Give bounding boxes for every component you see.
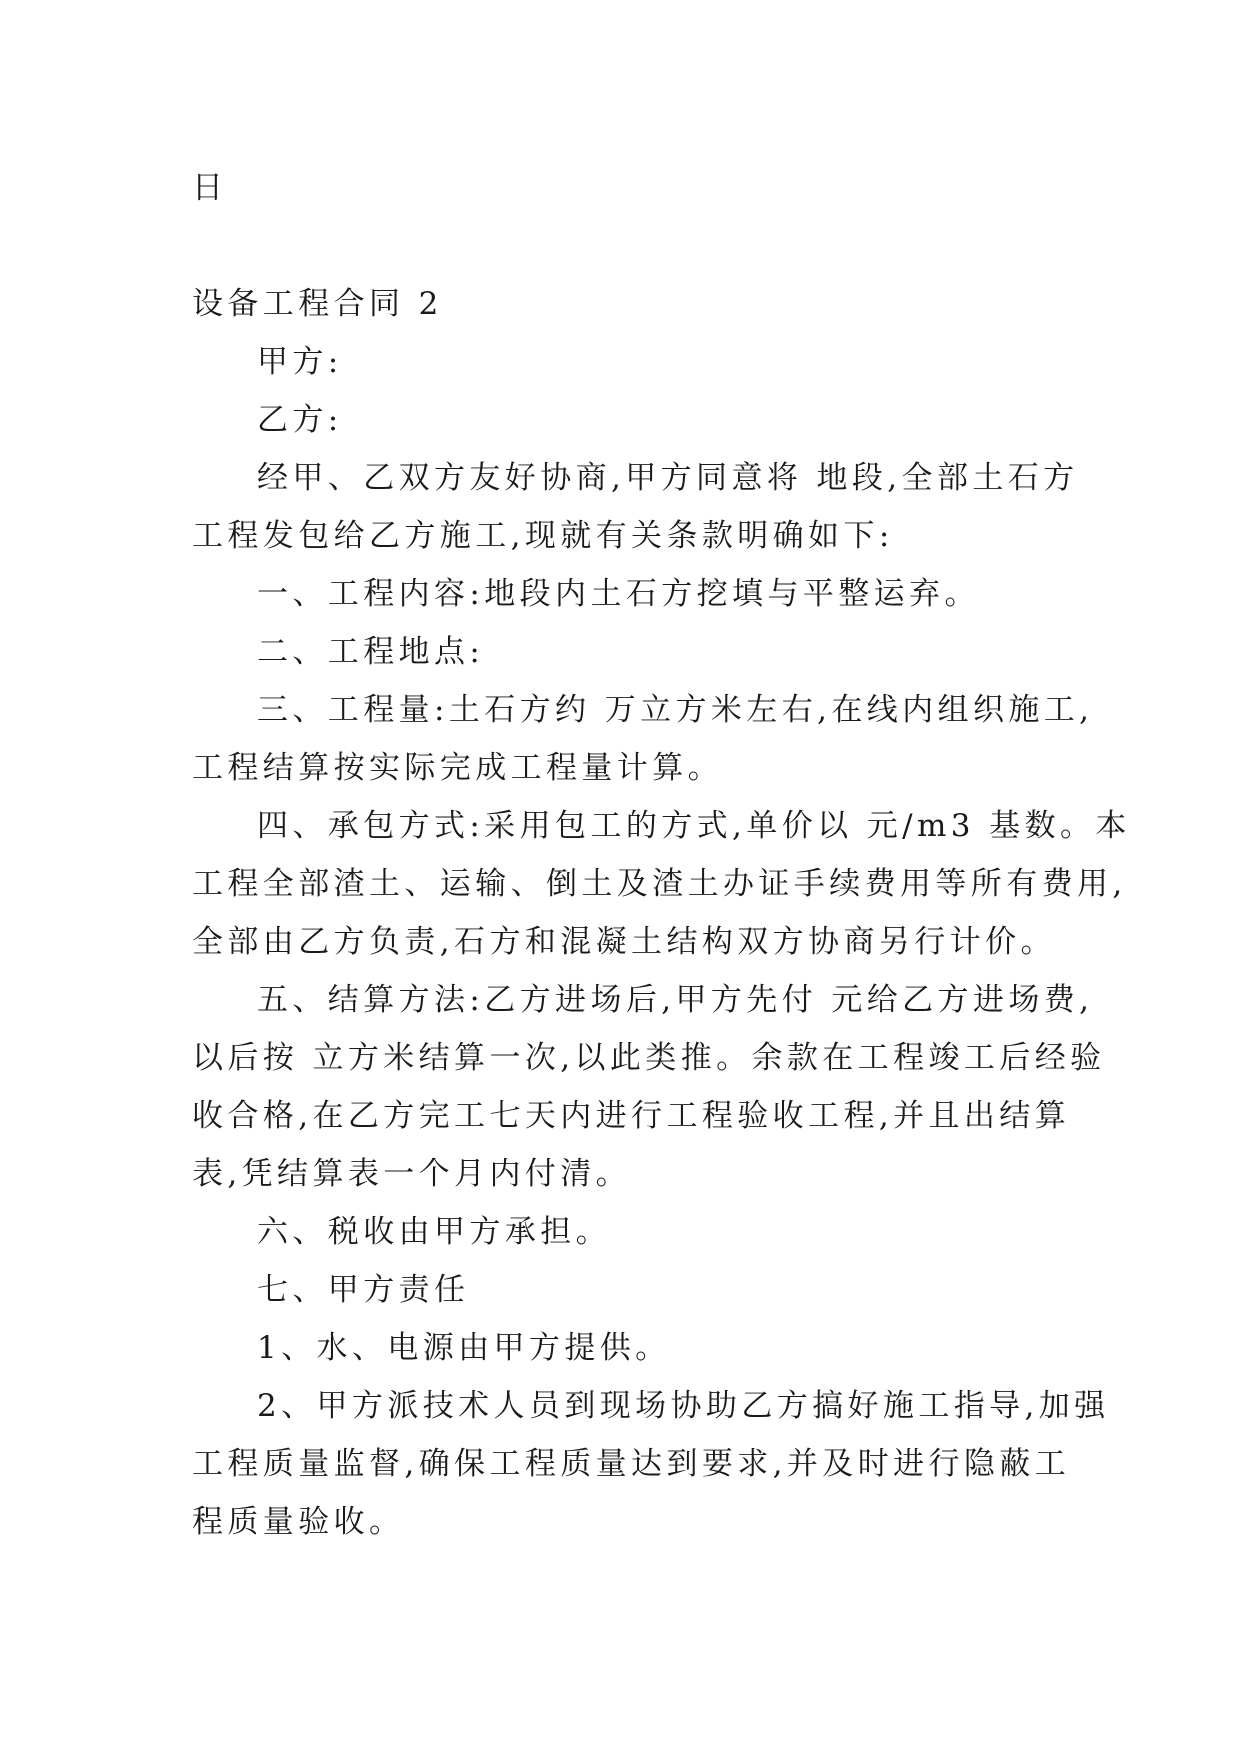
- clause-3-line-2: 工程结算按实际完成工程量计算。: [192, 750, 723, 786]
- clause-2-line: 二、工程地点:: [257, 634, 485, 670]
- clause-1-line: 一、工程内容:地段内土石方挖填与平整运弃。: [257, 576, 980, 612]
- clause-3-line-1: 三、工程量:土石方约 万立方米左右,在线内组织施工,: [257, 692, 1094, 728]
- clause-4-line-2: 工程全部渣土、运输、倒土及渣土办证手续费用等所有费用,: [192, 866, 1127, 902]
- clause-5-line-1: 五、结算方法:乙方进场后,甲方先付 元给乙方进场费,: [257, 982, 1094, 1018]
- party-a-line: 甲方:: [257, 344, 343, 380]
- clause-7-item-2-line-1: 2、甲方派技术人员到现场协助乙方搞好施工指导,加强: [257, 1388, 1110, 1424]
- page-header-char: 日: [192, 170, 228, 206]
- document-title: 设备工程合同 2: [192, 286, 443, 322]
- clause-5-line-3: 收合格,在乙方完工七天内进行工程验收工程,并且出结算: [192, 1098, 1071, 1134]
- intro-line-2: 工程发包给乙方施工,现就有关条款明确如下:: [192, 518, 894, 554]
- clause-7-item-2-line-2: 工程质量监督,确保工程质量达到要求,并及时进行隐蔽工: [192, 1446, 1071, 1482]
- clause-7-item-1: 1、水、电源由甲方提供。: [257, 1330, 671, 1366]
- clause-6-line: 六、税收由甲方承担。: [257, 1214, 611, 1250]
- intro-line-1: 经甲、乙双方友好协商,甲方同意将 地段,全部土石方: [257, 460, 1079, 496]
- party-b-line: 乙方:: [257, 402, 343, 438]
- clause-5-line-2: 以后按 立方米结算一次,以此类推。余款在工程竣工后经验: [192, 1040, 1106, 1076]
- clause-4-line-3: 全部由乙方负责,石方和混凝土结构双方协商另行计价。: [192, 924, 1056, 960]
- clause-7-item-2-line-3: 程质量验收。: [192, 1504, 405, 1540]
- clause-5-line-4: 表,凭结算表一个月内付清。: [192, 1156, 632, 1192]
- clause-4-line-1: 四、承包方式:采用包工的方式,单价以 元/m3 基数。本: [257, 808, 1131, 844]
- clause-7-heading: 七、甲方责任: [257, 1272, 470, 1308]
